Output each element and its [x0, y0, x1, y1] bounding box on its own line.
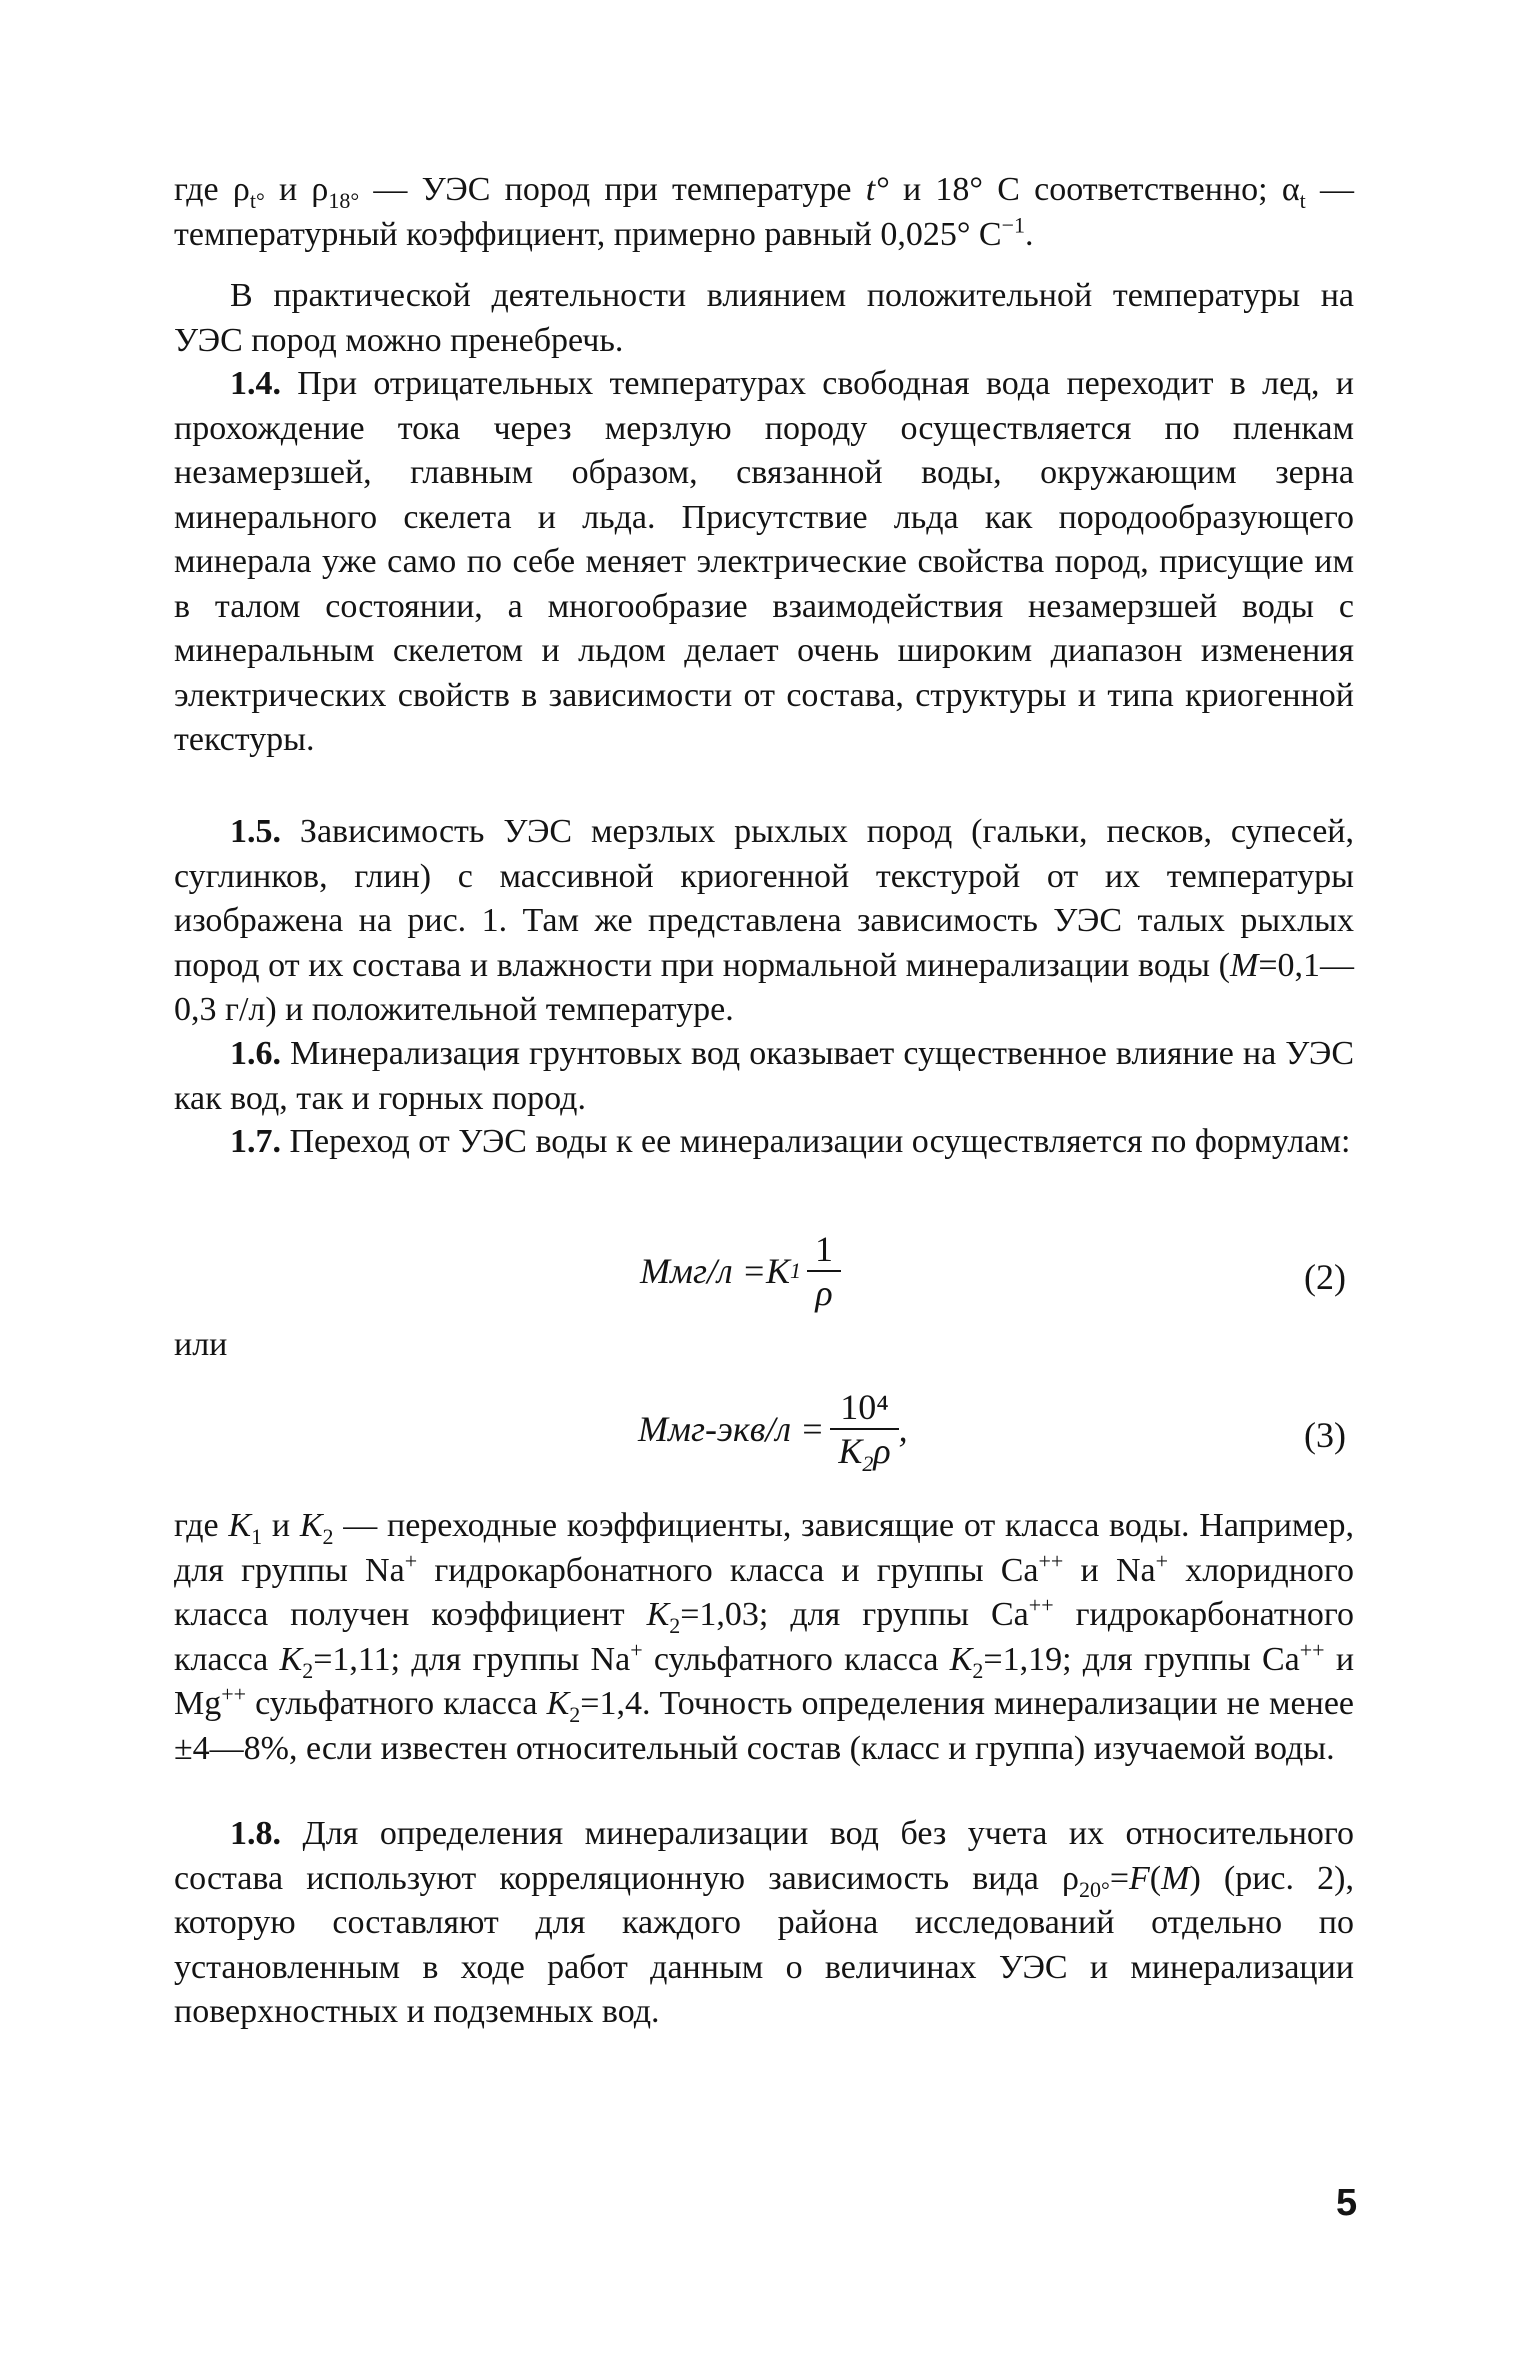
paragraph-1-7: 1.7. Переход от УЭС воды к ее минерализации осуществляется по формулам: [230, 1123, 1351, 1160]
formula-2: Ммг/л = K 1 $\frac{1}{\rho}$ [640, 1228, 841, 1314]
formula-3-numerator: 10⁴ [840, 1387, 889, 1427]
formula-2-k: K [766, 1251, 791, 1291]
paragraph-1-6: 1.6. Минерализация грунтовых вод оказывает существенное влияние на УЭС как вод, так и горных пород. [174, 1035, 1354, 1117]
page-number: 5 [1336, 2182, 1358, 2224]
equation-number-2: (2) [1304, 1257, 1346, 1297]
formula-2-fraction [807, 1228, 841, 1314]
paragraph-1-5: 1.5. Зависимость УЭС мерзлых рыхлых пород (гальки, песков, супесей, суглинков, глин) с массивной криогенной текстурой от их температуры изображена на рис. 1. Там же представлена зависимость УЭС талых рыхлых пород от их состава и влажности при нормальной минерализации воды (М=0,1—0,3 г/л) и положительной температуре. [174, 813, 1354, 1028]
formula-2-numerator: 1 [815, 1229, 834, 1269]
formula-3-fraction [830, 1386, 898, 1477]
paragraph-1-4: 1.4. При отрицательных температурах свободная вода переходит в лед, и прохождение тока через мерзлую породу осуществляется по пленкам незамерзшей, главным образом, связанной воды, окружающим зерна минерального скелета и льда. Присутствие льда как породообразующего минерала уже само по себе меняет электрические свойства пород, присущие им в талом состоянии, а многообразие взаимодействия незамерзшей воды с минеральным скелетом и льдом делает очень широким диапазон изменения электрических свойств в зависимости от состава, структуры и типа криогенной текстуры. [174, 365, 1354, 758]
formula-3-denominator: $K_2\rho$ [838, 1431, 891, 1477]
formula-3-comma: , [898, 1409, 908, 1449]
formula-2-denominator: ρ [815, 1273, 833, 1313]
equation-number-3: (3) [1304, 1415, 1346, 1455]
formula-3 [638, 1386, 908, 1477]
paragraph-coefficients: где $K_1$ и $K_2$ — переходные коэффициенты, зависящие от класса воды. Например, для группы Na+ гидрокарбонатного класса и группы Са++ и Na+ хлоридного класса получен коэффициент $K_2=1,03$; для группы Са++ гидрокарбонатного класса $K_2=1,11$; для группы Na+ сульфатного класса $K_2=1,19$; для группы Са++ и Mg++ сульфатного класса $K_2=1,4$. Точность определения минерализации не менее ±4—8%, если известен относительный состав (класс и группа) изучаемой воды. [174, 1507, 1355, 1767]
paragraph-temperature-note: В практической деятельности влиянием положительной температуры на УЭС пород можно пренебречь. [174, 277, 1354, 359]
paragraph-1-8: 1.8. Для определения минерализации вод без учета их относительного состава используют корреляционную зависимость вида $\rho_{20^\circ}=F(M)$ (рис. 2), которую составляют для каждого района исследований отдельно по установленным в ходе работ данным о величинах УЭС и минерализации поверхностных и подземных вод. [174, 1815, 1354, 2030]
word-or: или [174, 1326, 228, 1363]
paragraph-intro: где $\rho_{t^\circ}$ и $\rho_{18^\circ}$ — УЭС пород при температуре t° и 18° С соответственно; $\alpha_t$ — температурный коэффициент, примерно равный 0,025° $С^{-1}$. [174, 171, 1354, 253]
formula-2-lhs: Ммг/л = [640, 1251, 766, 1291]
formula-3-lhs: Ммг-экв/л = [638, 1409, 825, 1449]
